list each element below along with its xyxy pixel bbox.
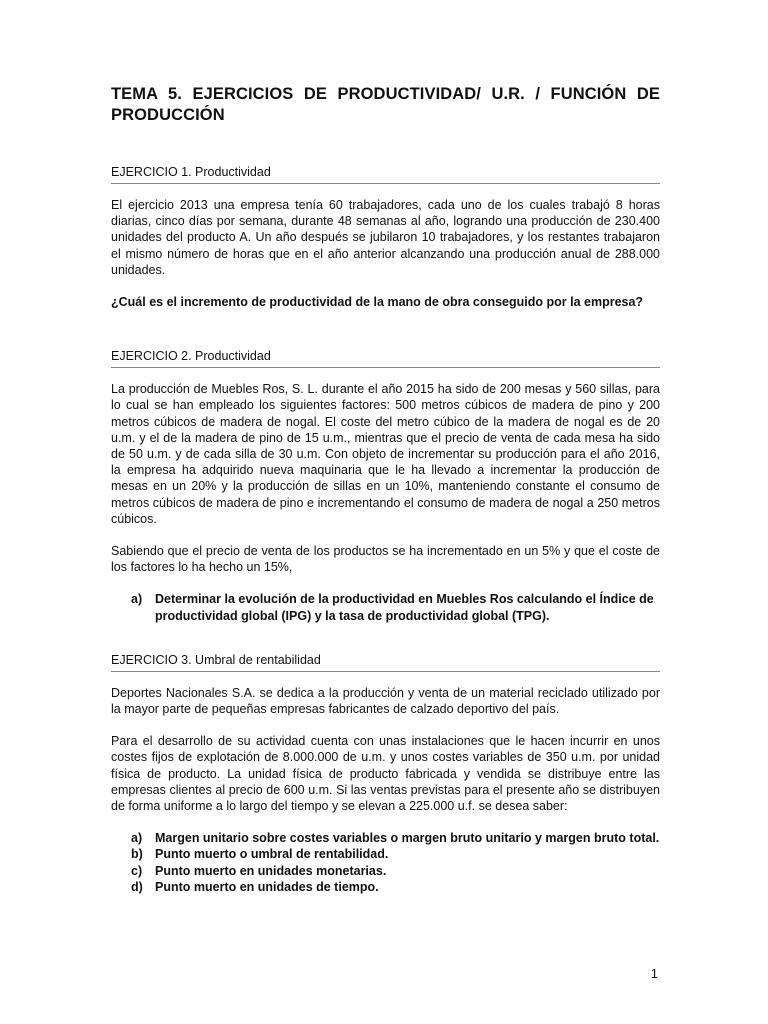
page-number: 1 <box>650 966 658 981</box>
exercise-2-paragraph-1: La producción de Muebles Ros, S. L. durante el año 2015 ha sido de 200 mesas y 560 sillas, para lo cual se han empleado los siguientes factores: 500 metros cúbicos de madera de pino y 200 metros cúbicos de madera de nogal. El coste del metro cúbico de la madera de nogal es de 20 u.m. y el de la madera de pino de 15 u.m., mientras que el precio de venta de cada mesa ha sido de 50 u.m. y de cada silla de 30 u.m. Con objeto de incrementar su producción para el año 2016, la empresa ha adquirido nueva maquinaria que le ha llevado a incrementar la producción de mesas en un 20% y la producción de sillas en un 10%, manteniendo constante el consumo de metros cúbicos de madera de pino e incrementando el consumo de madera de nogal a 250 metros cúbicos. <box>111 382 660 526</box>
exercise-2-paragraph-2: Sabiendo que el precio de venta de los productos se ha incrementado en un 5% y que el coste de los factores lo ha hecho un 15%, <box>111 544 660 575</box>
exercise-3-section <box>111 652 660 895</box>
list-item-label: a) <box>131 592 143 607</box>
list-item-text: Punto muerto o umbral de rentabilidad. <box>155 847 389 862</box>
list-item-text: Determinar la evolución de la productividad en Muebles Ros calculando el Índice de productividad global (IPG) y la tasa de productividad global (TPG). <box>155 592 654 623</box>
exercise-1-section <box>111 164 660 310</box>
list-item-label: d) <box>131 879 143 894</box>
list-item-label: c) <box>131 863 143 878</box>
page-title: TEMA 5. EJERCICIOS DE PRODUCTIVIDAD/ U.R. / FUNCIÓN DE PRODUCCIÓN <box>111 85 660 124</box>
list-item-text: Punto muerto en unidades monetarias. <box>155 863 387 878</box>
list-item <box>111 830 660 846</box>
list-item <box>111 863 660 879</box>
list-item <box>111 846 660 862</box>
list-item-label: a) <box>131 831 143 846</box>
exercise-3-paragraph-1: Deportes Nacionales S.A. se dedica a la producción y venta de un material reciclado utilizado por la mayor parte de pequeñas empresas fabricantes de calzado deportivo del país. <box>111 685 660 717</box>
list-item-text: Margen unitario sobre costes variables o margen bruto unitario y margen bruto total. <box>155 831 660 846</box>
exercise-3-paragraph-2: Para el desarrollo de su actividad cuenta con unas instalaciones que le hacen incurrir en unos costes fijos de explotación de 8.000.000 de u.m. y unos costes variables de 350 u.m. por unidad física de producto. La unidad física de producto fabricada y vendida se distribuye entre las empresas clientes al precio de 600 u.m. Si las ventas previstas para el presente año se distribuyen de forma uniforme a lo largo del tiempo y se elevan a 225.000 u.f. se desea saber: <box>111 734 660 814</box>
exercise-1-paragraph: El ejercicio 2013 una empresa tenía 60 trabajadores, cada uno de los cuales trabajó 8 horas diarias, cinco días por semana, durante 48 semanas al año, logrando una producción de 230.400 unidades del producto A. Un año después se jubilaron 10 trabajadores, y los restantes trabajaron el mismo número de horas que en el año anterior alcanzando una producción anual de 288.000 unidades. <box>111 198 660 277</box>
list-item <box>111 879 660 895</box>
list-item-text: Punto muerto en unidades de tiempo. <box>155 879 379 894</box>
exercise-1-question: ¿Cuál es el incremento de productividad de la mano de obra conseguido por la empresa? <box>111 295 644 310</box>
exercise-2-section <box>111 348 660 624</box>
exercise-3-heading: EJERCICIO 3. Umbral de rentabilidad <box>111 652 660 672</box>
exercise-2-heading: EJERCICIO 2. Productividad <box>111 348 660 368</box>
list-item-label: b) <box>131 847 143 862</box>
exercise-2-list <box>111 591 660 623</box>
exercise-1-heading: EJERCICIO 1. Productividad <box>111 164 660 184</box>
list-item <box>111 591 660 623</box>
exercise-3-list <box>111 830 660 895</box>
